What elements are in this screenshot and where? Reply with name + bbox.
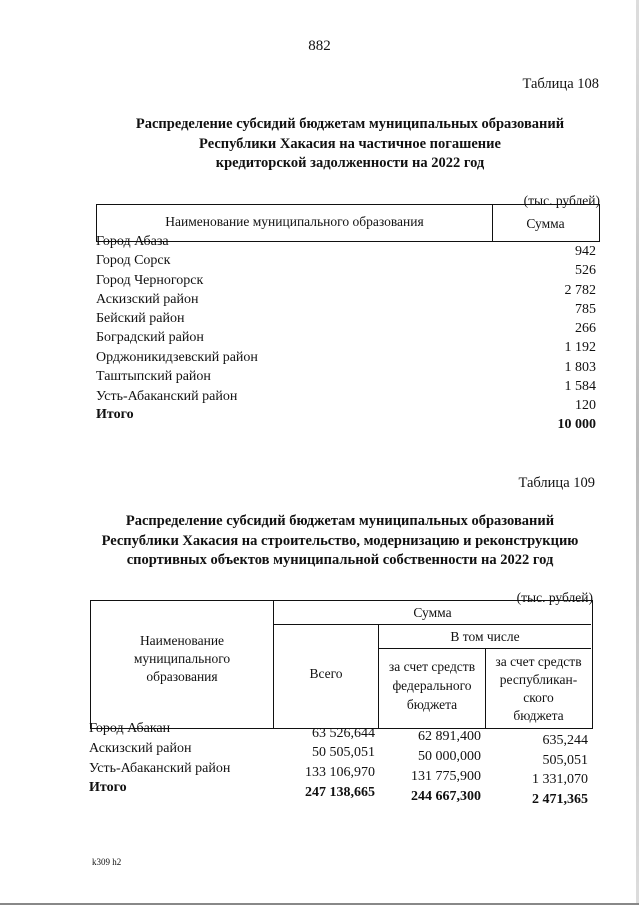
table-row: Бейский район (96, 311, 185, 326)
table-109-col-rep: за счет средств республикан- ского бюджета (495, 654, 582, 723)
table-cell-value: 1 192 (564, 340, 596, 355)
table-109-title-line-3: спортивных объектов муниципальной собственности на 2022 год (126, 552, 554, 568)
table-row: Боградский район (96, 330, 204, 345)
table-108-title-line-1: Распределение субсидий бюджетам муниципальных образований (135, 116, 565, 132)
table-108-col-name: Наименование муниципального образования (165, 214, 424, 229)
table-108-col-sum: Сумма (526, 216, 565, 231)
table-cell-fed: 62 891,400 (418, 729, 481, 744)
table-row: Усть-Абаканский район (96, 389, 238, 404)
table-row: Орджоникидзевский район (96, 350, 258, 365)
table-109-title-line-2: Республики Хакасия на строительство, модернизацию и реконструкцию (101, 532, 579, 549)
table-108-total-value: 10 000 (557, 417, 596, 432)
table-cell-total: 63 526,644 (312, 726, 375, 741)
table-row: Таштыпский район (96, 369, 211, 384)
table-108-title (60, 115, 639, 174)
table-109-title-line-1: Распределение субсидий бюджетам муниципальных образований (125, 513, 555, 529)
table-cell-value: 266 (575, 321, 596, 336)
table-cell-total: 50 505,051 (312, 745, 375, 760)
table-108-title-line-2: Республики Хакасия на частичное погашение (199, 135, 501, 152)
table-cell-rep: 1 331,070 (532, 772, 588, 787)
table-cell-fed: 131 775,900 (411, 769, 481, 784)
table-109-total-total: 247 138,665 (305, 785, 375, 800)
table-cell-value: 1 584 (564, 379, 596, 394)
table-row: Город Абаза (96, 234, 169, 249)
table-109-total-fed: 244 667,300 (411, 789, 481, 804)
table-cell-total: 133 106,970 (305, 765, 375, 780)
table-109-title (40, 512, 639, 571)
table-109-col-incl: В том числе (450, 629, 520, 644)
table-108-title-line-3: кредиторской задолженности на 2022 год (215, 155, 485, 171)
table-109-label: Таблица 109 (518, 475, 595, 491)
table-109-total-rep: 2 471,365 (532, 792, 588, 807)
table-cell-value: 785 (575, 302, 596, 317)
table-109-total-label: Итого (89, 780, 127, 795)
table-cell-value: 2 782 (564, 283, 596, 298)
table-108-total-label: Итого (96, 407, 134, 422)
table-row: Усть-Абаканский район (89, 761, 231, 776)
table-109-units: (тыс. рублей) (516, 590, 593, 605)
table-cell-fed: 50 000,000 (418, 749, 481, 764)
table-row: Аскизский район (96, 292, 199, 307)
table-cell-rep: 505,051 (542, 753, 588, 768)
table-109-col-fed: за счет средств федерального бюджета (388, 659, 476, 712)
table-row: Аскизский район (89, 741, 192, 756)
table-109-col-total: Всего (309, 666, 343, 681)
table-cell-value: 526 (575, 263, 596, 278)
table-row: Город Абакан (89, 721, 171, 736)
table-109-col-sum: Сумма (413, 605, 452, 620)
table-cell-value: 942 (575, 244, 596, 259)
table-108-units: (тыс. рублей) (523, 193, 600, 208)
footer-code: k309 h2 (92, 857, 122, 867)
table-109-col-name: Наименование муниципального образования (133, 633, 231, 684)
page-number: 882 (308, 38, 331, 54)
table-row: Город Сорск (96, 253, 171, 268)
table-cell-value: 120 (575, 398, 596, 413)
table-cell-rep: 635,244 (542, 733, 588, 748)
table-cell-value: 1 803 (564, 360, 596, 375)
table-row: Город Черногорск (96, 273, 204, 288)
table-108-label: Таблица 108 (522, 76, 599, 92)
